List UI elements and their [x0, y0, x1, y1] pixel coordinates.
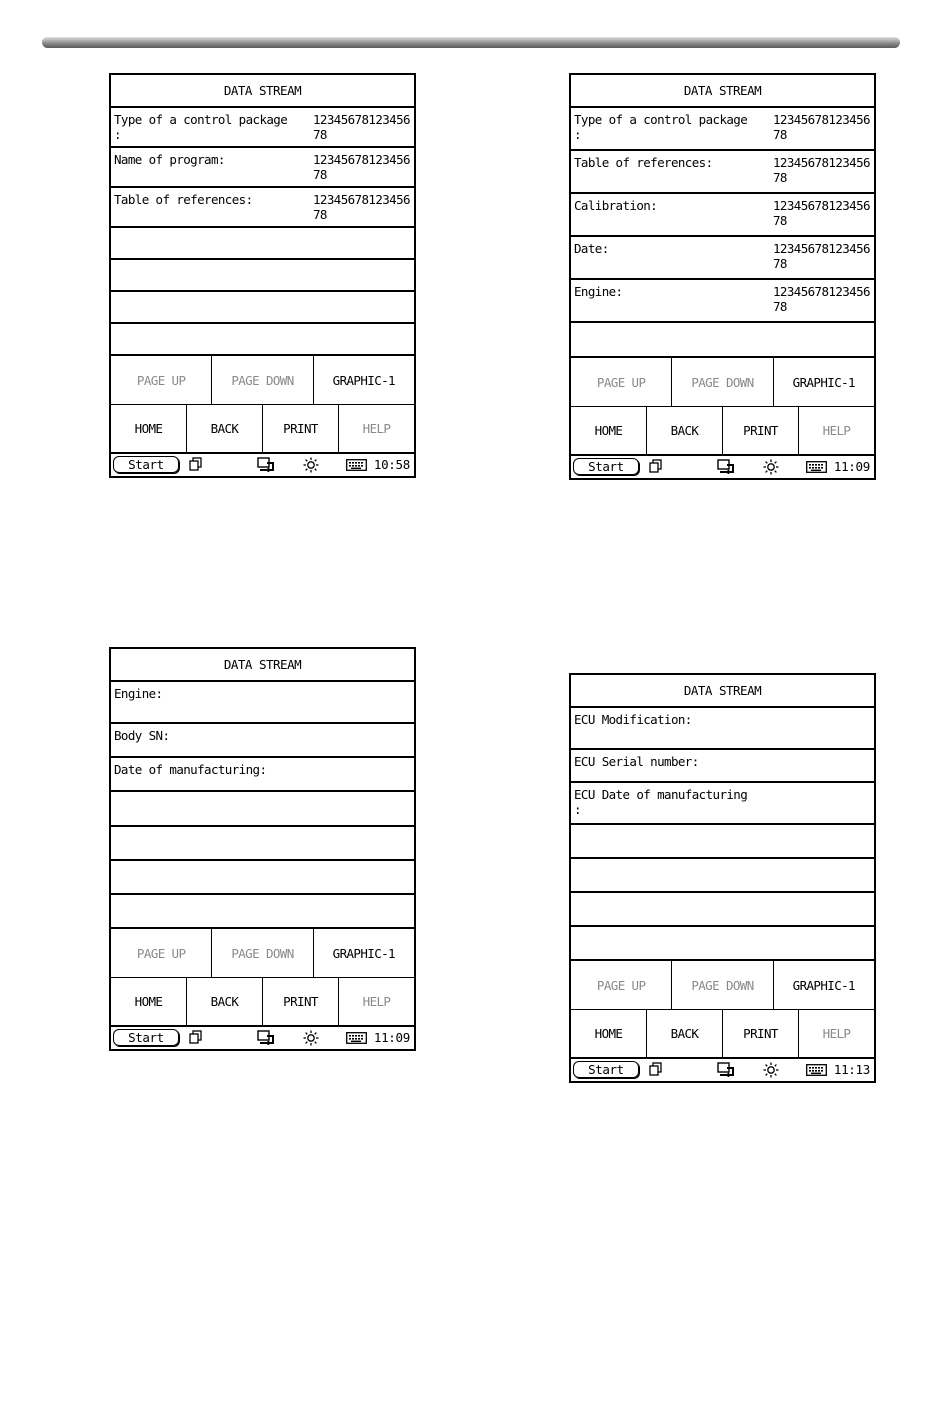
print-button[interactable]: PRINT: [263, 405, 339, 452]
page-up-button[interactable]: PAGE UP: [111, 929, 212, 977]
row-value: 1234567812345678: [773, 112, 870, 142]
row-value: 1234567812345678: [773, 284, 870, 314]
brightness-icon[interactable]: [303, 1030, 319, 1049]
action-button-row: [571, 1010, 874, 1059]
row-label: Date of manufacturing:: [114, 762, 267, 777]
row-value: 1234567812345678: [313, 192, 410, 222]
data-row: [571, 151, 874, 194]
data-row: [571, 750, 874, 783]
data-row: [571, 323, 874, 358]
taskbar: [111, 1027, 414, 1049]
row-label: Table of references:: [574, 155, 713, 170]
row-value: 1234567812345678: [773, 241, 870, 271]
help-button[interactable]: HELP: [822, 423, 851, 438]
keyboard-icon[interactable]: [806, 461, 827, 476]
data-row: [111, 292, 414, 324]
row-label: Name of program:: [114, 152, 225, 167]
data-row: [571, 825, 874, 859]
print-button[interactable]: PRINT: [723, 1010, 799, 1057]
print-button[interactable]: PRINT: [263, 978, 339, 1025]
brightness-icon[interactable]: [763, 459, 779, 478]
keyboard-icon[interactable]: [346, 1032, 367, 1047]
row-label-cont: :: [574, 802, 581, 817]
windows-icon[interactable]: [189, 457, 203, 474]
page-down-button[interactable]: PAGE DOWN: [672, 358, 773, 406]
connection-icon[interactable]: [257, 1030, 275, 1048]
start-button[interactable]: Start: [573, 1061, 639, 1078]
data-row: [111, 148, 414, 188]
start-button[interactable]: Start: [573, 458, 639, 475]
data-stream-screen: [569, 73, 876, 480]
nav-button-row: [111, 929, 414, 978]
nav-button-row: [111, 356, 414, 405]
data-row: [111, 758, 414, 792]
row-label: ECU Date of manufacturing: [574, 787, 748, 802]
windows-icon[interactable]: [649, 1062, 663, 1079]
data-row: [111, 260, 414, 292]
screen-title: DATA STREAM: [571, 75, 874, 108]
row-value: 1234567812345678: [313, 152, 410, 182]
keyboard-icon[interactable]: [346, 459, 367, 474]
graphic-1-button[interactable]: GRAPHIC-1: [792, 977, 855, 993]
start-button[interactable]: Start: [113, 456, 179, 473]
back-button[interactable]: BACK: [647, 407, 723, 454]
data-stream-screen: [109, 73, 416, 478]
page-down-button[interactable]: PAGE DOWN: [672, 961, 773, 1009]
data-row: [571, 708, 874, 750]
home-button[interactable]: HOME: [571, 407, 647, 454]
row-label: Body SN:: [114, 728, 170, 743]
brightness-icon[interactable]: [303, 457, 319, 476]
data-row: [571, 859, 874, 893]
data-row: [571, 893, 874, 927]
row-label: Engine:: [114, 686, 163, 701]
windows-icon[interactable]: [649, 459, 663, 476]
keyboard-icon[interactable]: [806, 1064, 827, 1079]
home-button[interactable]: HOME: [111, 405, 187, 452]
data-row: [111, 724, 414, 758]
page-up-button[interactable]: PAGE UP: [111, 356, 212, 404]
back-button[interactable]: BACK: [647, 1010, 723, 1057]
row-label: Engine:: [574, 284, 623, 299]
data-row: [111, 895, 414, 929]
row-value: 1234567812345678: [773, 198, 870, 228]
graphic-1-button[interactable]: GRAPHIC-1: [792, 374, 855, 390]
row-label: Date:: [574, 241, 609, 256]
back-button[interactable]: BACK: [187, 405, 263, 452]
data-row: [571, 108, 874, 151]
connection-icon[interactable]: [717, 1062, 735, 1080]
screen-title: DATA STREAM: [111, 649, 414, 682]
help-button[interactable]: HELP: [362, 994, 391, 1009]
row-value: 1234567812345678: [773, 155, 870, 185]
page-up-button[interactable]: PAGE UP: [571, 961, 672, 1009]
data-row: [571, 927, 874, 961]
action-button-row: [111, 405, 414, 454]
action-button-row: [111, 978, 414, 1027]
row-label-cont: :: [574, 127, 581, 142]
start-button[interactable]: Start: [113, 1029, 179, 1046]
row-label: ECU Serial number:: [574, 754, 699, 769]
data-row: [111, 682, 414, 724]
row-value: 1234567812345678: [313, 112, 410, 142]
clock-time: 11:13: [833, 1062, 870, 1077]
taskbar: [111, 454, 414, 476]
clock-time: 11:09: [373, 1030, 410, 1045]
page-down-button[interactable]: PAGE DOWN: [212, 356, 313, 404]
row-label: Type of a control package: [574, 112, 748, 127]
data-row: [571, 280, 874, 323]
taskbar: [571, 456, 874, 478]
row-label: Type of a control package: [114, 112, 288, 127]
print-button[interactable]: PRINT: [723, 407, 799, 454]
nav-button-row: [571, 358, 874, 407]
help-button[interactable]: HELP: [362, 421, 391, 436]
clock-time: 10:58: [373, 457, 410, 472]
row-label: Table of references:: [114, 192, 253, 207]
brightness-icon[interactable]: [763, 1062, 779, 1081]
taskbar: [571, 1059, 874, 1081]
back-button[interactable]: BACK: [187, 978, 263, 1025]
data-row: [111, 108, 414, 148]
data-row: [111, 324, 414, 356]
data-row: [111, 827, 414, 861]
data-row: [571, 237, 874, 280]
page-down-button[interactable]: PAGE DOWN: [212, 929, 313, 977]
home-button[interactable]: HOME: [571, 1010, 647, 1057]
clock-time: 11:09: [833, 459, 870, 474]
data-row: [111, 228, 414, 260]
windows-icon[interactable]: [189, 1030, 203, 1047]
data-row: [571, 194, 874, 237]
screen-title: DATA STREAM: [571, 675, 874, 708]
home-button[interactable]: HOME: [111, 978, 187, 1025]
screen-title: DATA STREAM: [111, 75, 414, 108]
row-label: Calibration:: [574, 198, 658, 213]
data-row: [111, 188, 414, 228]
graphic-1-button[interactable]: GRAPHIC-1: [332, 372, 395, 388]
data-row: [111, 861, 414, 895]
data-stream-screen: [109, 647, 416, 1051]
data-row: [571, 783, 874, 825]
action-button-row: [571, 407, 874, 456]
help-button[interactable]: HELP: [822, 1026, 851, 1041]
page-up-button[interactable]: PAGE UP: [571, 358, 672, 406]
connection-icon[interactable]: [257, 457, 275, 475]
data-stream-screen: [569, 673, 876, 1083]
connection-icon[interactable]: [717, 459, 735, 477]
graphic-1-button[interactable]: GRAPHIC-1: [332, 945, 395, 961]
row-label: ECU Modification:: [574, 712, 692, 727]
nav-button-row: [571, 961, 874, 1010]
row-label-cont: :: [114, 127, 121, 142]
page-header-bar: [42, 37, 900, 48]
data-row: [111, 792, 414, 827]
